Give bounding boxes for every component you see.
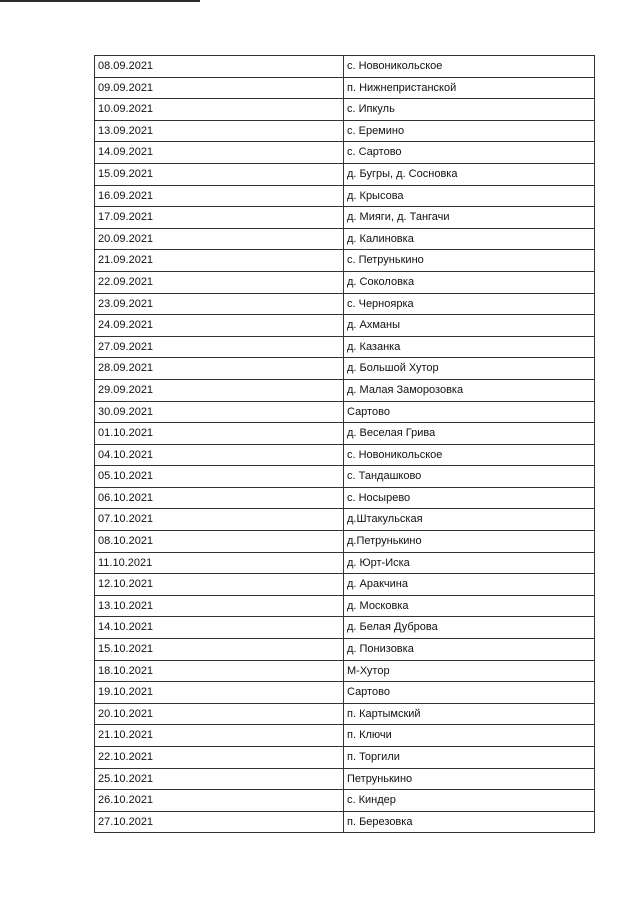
table-row xyxy=(95,574,595,596)
table-row xyxy=(95,423,595,445)
place-cell: Петрунькино xyxy=(344,769,595,791)
table-row xyxy=(95,99,595,121)
date-cell: 21.09.2021 xyxy=(95,250,344,272)
place-cell: с. Черноярка xyxy=(344,294,595,316)
date-cell: 27.09.2021 xyxy=(95,337,344,359)
date-cell: 08.10.2021 xyxy=(95,531,344,553)
table-row xyxy=(95,250,595,272)
table-row xyxy=(95,315,595,337)
table-row xyxy=(95,812,595,834)
place-cell: д. Большой Хутор xyxy=(344,358,595,380)
date-cell: 30.09.2021 xyxy=(95,402,344,424)
place-cell: с. Новоникольское xyxy=(344,445,595,467)
table-row xyxy=(95,337,595,359)
place-cell: д. Веселая Грива xyxy=(344,423,595,445)
date-cell: 12.10.2021 xyxy=(95,574,344,596)
table-row xyxy=(95,56,595,78)
date-cell: 07.10.2021 xyxy=(95,509,344,531)
table-row xyxy=(95,229,595,251)
date-cell: 10.09.2021 xyxy=(95,99,344,121)
place-cell: д. Московка xyxy=(344,596,595,618)
table-row xyxy=(95,121,595,143)
date-cell: 23.09.2021 xyxy=(95,294,344,316)
table-row xyxy=(95,682,595,704)
place-cell: д. Ахманы xyxy=(344,315,595,337)
place-cell: д. Малая Заморозовка xyxy=(344,380,595,402)
table-row xyxy=(95,466,595,488)
date-cell: 05.10.2021 xyxy=(95,466,344,488)
table-row xyxy=(95,553,595,575)
table-row xyxy=(95,186,595,208)
table-row xyxy=(95,509,595,531)
table-row xyxy=(95,164,595,186)
date-cell: 20.10.2021 xyxy=(95,704,344,726)
scan-edge-line xyxy=(0,0,200,2)
date-cell: 06.10.2021 xyxy=(95,488,344,510)
place-cell: Сартово xyxy=(344,682,595,704)
date-cell: 27.10.2021 xyxy=(95,812,344,834)
place-cell: д. Калиновка xyxy=(344,229,595,251)
date-cell: 17.09.2021 xyxy=(95,207,344,229)
place-cell: д. Казанка xyxy=(344,337,595,359)
place-cell: д. Бугры, д. Сосновка xyxy=(344,164,595,186)
place-cell: с. Тандашково xyxy=(344,466,595,488)
date-cell: 01.10.2021 xyxy=(95,423,344,445)
table-row xyxy=(95,142,595,164)
date-cell: 08.09.2021 xyxy=(95,56,344,78)
place-cell: п. Нижнепристанской xyxy=(344,78,595,100)
date-cell: 19.10.2021 xyxy=(95,682,344,704)
table-row xyxy=(95,661,595,683)
date-cell: 09.09.2021 xyxy=(95,78,344,100)
date-cell: 13.09.2021 xyxy=(95,121,344,143)
date-cell: 04.10.2021 xyxy=(95,445,344,467)
place-cell: д. Соколовка xyxy=(344,272,595,294)
date-cell: 11.10.2021 xyxy=(95,553,344,575)
date-cell: 15.10.2021 xyxy=(95,639,344,661)
date-cell: 13.10.2021 xyxy=(95,596,344,618)
table-row xyxy=(95,488,595,510)
place-cell: Сартово xyxy=(344,402,595,424)
place-cell: М-Хутор xyxy=(344,661,595,683)
place-cell: с. Сартово xyxy=(344,142,595,164)
place-cell: с. Носырево xyxy=(344,488,595,510)
place-cell: с. Ипкуль xyxy=(344,99,595,121)
date-cell: 16.09.2021 xyxy=(95,186,344,208)
date-cell: 29.09.2021 xyxy=(95,380,344,402)
place-cell: п. Ключи xyxy=(344,725,595,747)
table-row xyxy=(95,78,595,100)
table-row xyxy=(95,531,595,553)
table-row xyxy=(95,617,595,639)
place-cell: с. Киндер xyxy=(344,790,595,812)
place-cell: с. Петрунькино xyxy=(344,250,595,272)
place-cell: с. Новоникольское xyxy=(344,56,595,78)
place-cell: д. Понизовка xyxy=(344,639,595,661)
date-cell: 21.10.2021 xyxy=(95,725,344,747)
place-cell: д. Крысова xyxy=(344,186,595,208)
place-cell: д.Петрунькино xyxy=(344,531,595,553)
table-row xyxy=(95,639,595,661)
place-cell: с. Еремино xyxy=(344,121,595,143)
place-cell: п. Березовка xyxy=(344,812,595,834)
table-row xyxy=(95,294,595,316)
date-cell: 15.09.2021 xyxy=(95,164,344,186)
table-row xyxy=(95,445,595,467)
schedule-table xyxy=(94,55,595,833)
date-cell: 14.10.2021 xyxy=(95,617,344,639)
date-cell: 28.09.2021 xyxy=(95,358,344,380)
place-cell: п. Торгили xyxy=(344,747,595,769)
date-cell: 18.10.2021 xyxy=(95,661,344,683)
place-cell: д. Белая Дуброва xyxy=(344,617,595,639)
table-row xyxy=(95,725,595,747)
date-cell: 22.09.2021 xyxy=(95,272,344,294)
table-row xyxy=(95,769,595,791)
table-row xyxy=(95,790,595,812)
place-cell: д. Аракчина xyxy=(344,574,595,596)
date-cell: 26.10.2021 xyxy=(95,790,344,812)
table-row xyxy=(95,380,595,402)
place-cell: п. Картымский xyxy=(344,704,595,726)
place-cell: д. Мияги, д. Тангачи xyxy=(344,207,595,229)
place-cell: д. Юрт-Иска xyxy=(344,553,595,575)
date-cell: 25.10.2021 xyxy=(95,769,344,791)
table-row xyxy=(95,358,595,380)
place-cell: д.Штакульская xyxy=(344,509,595,531)
table-row xyxy=(95,402,595,424)
table-row xyxy=(95,704,595,726)
date-cell: 24.09.2021 xyxy=(95,315,344,337)
table-row xyxy=(95,596,595,618)
table-row xyxy=(95,747,595,769)
date-cell: 20.09.2021 xyxy=(95,229,344,251)
table-row xyxy=(95,272,595,294)
date-cell: 14.09.2021 xyxy=(95,142,344,164)
date-cell: 22.10.2021 xyxy=(95,747,344,769)
table-row xyxy=(95,207,595,229)
